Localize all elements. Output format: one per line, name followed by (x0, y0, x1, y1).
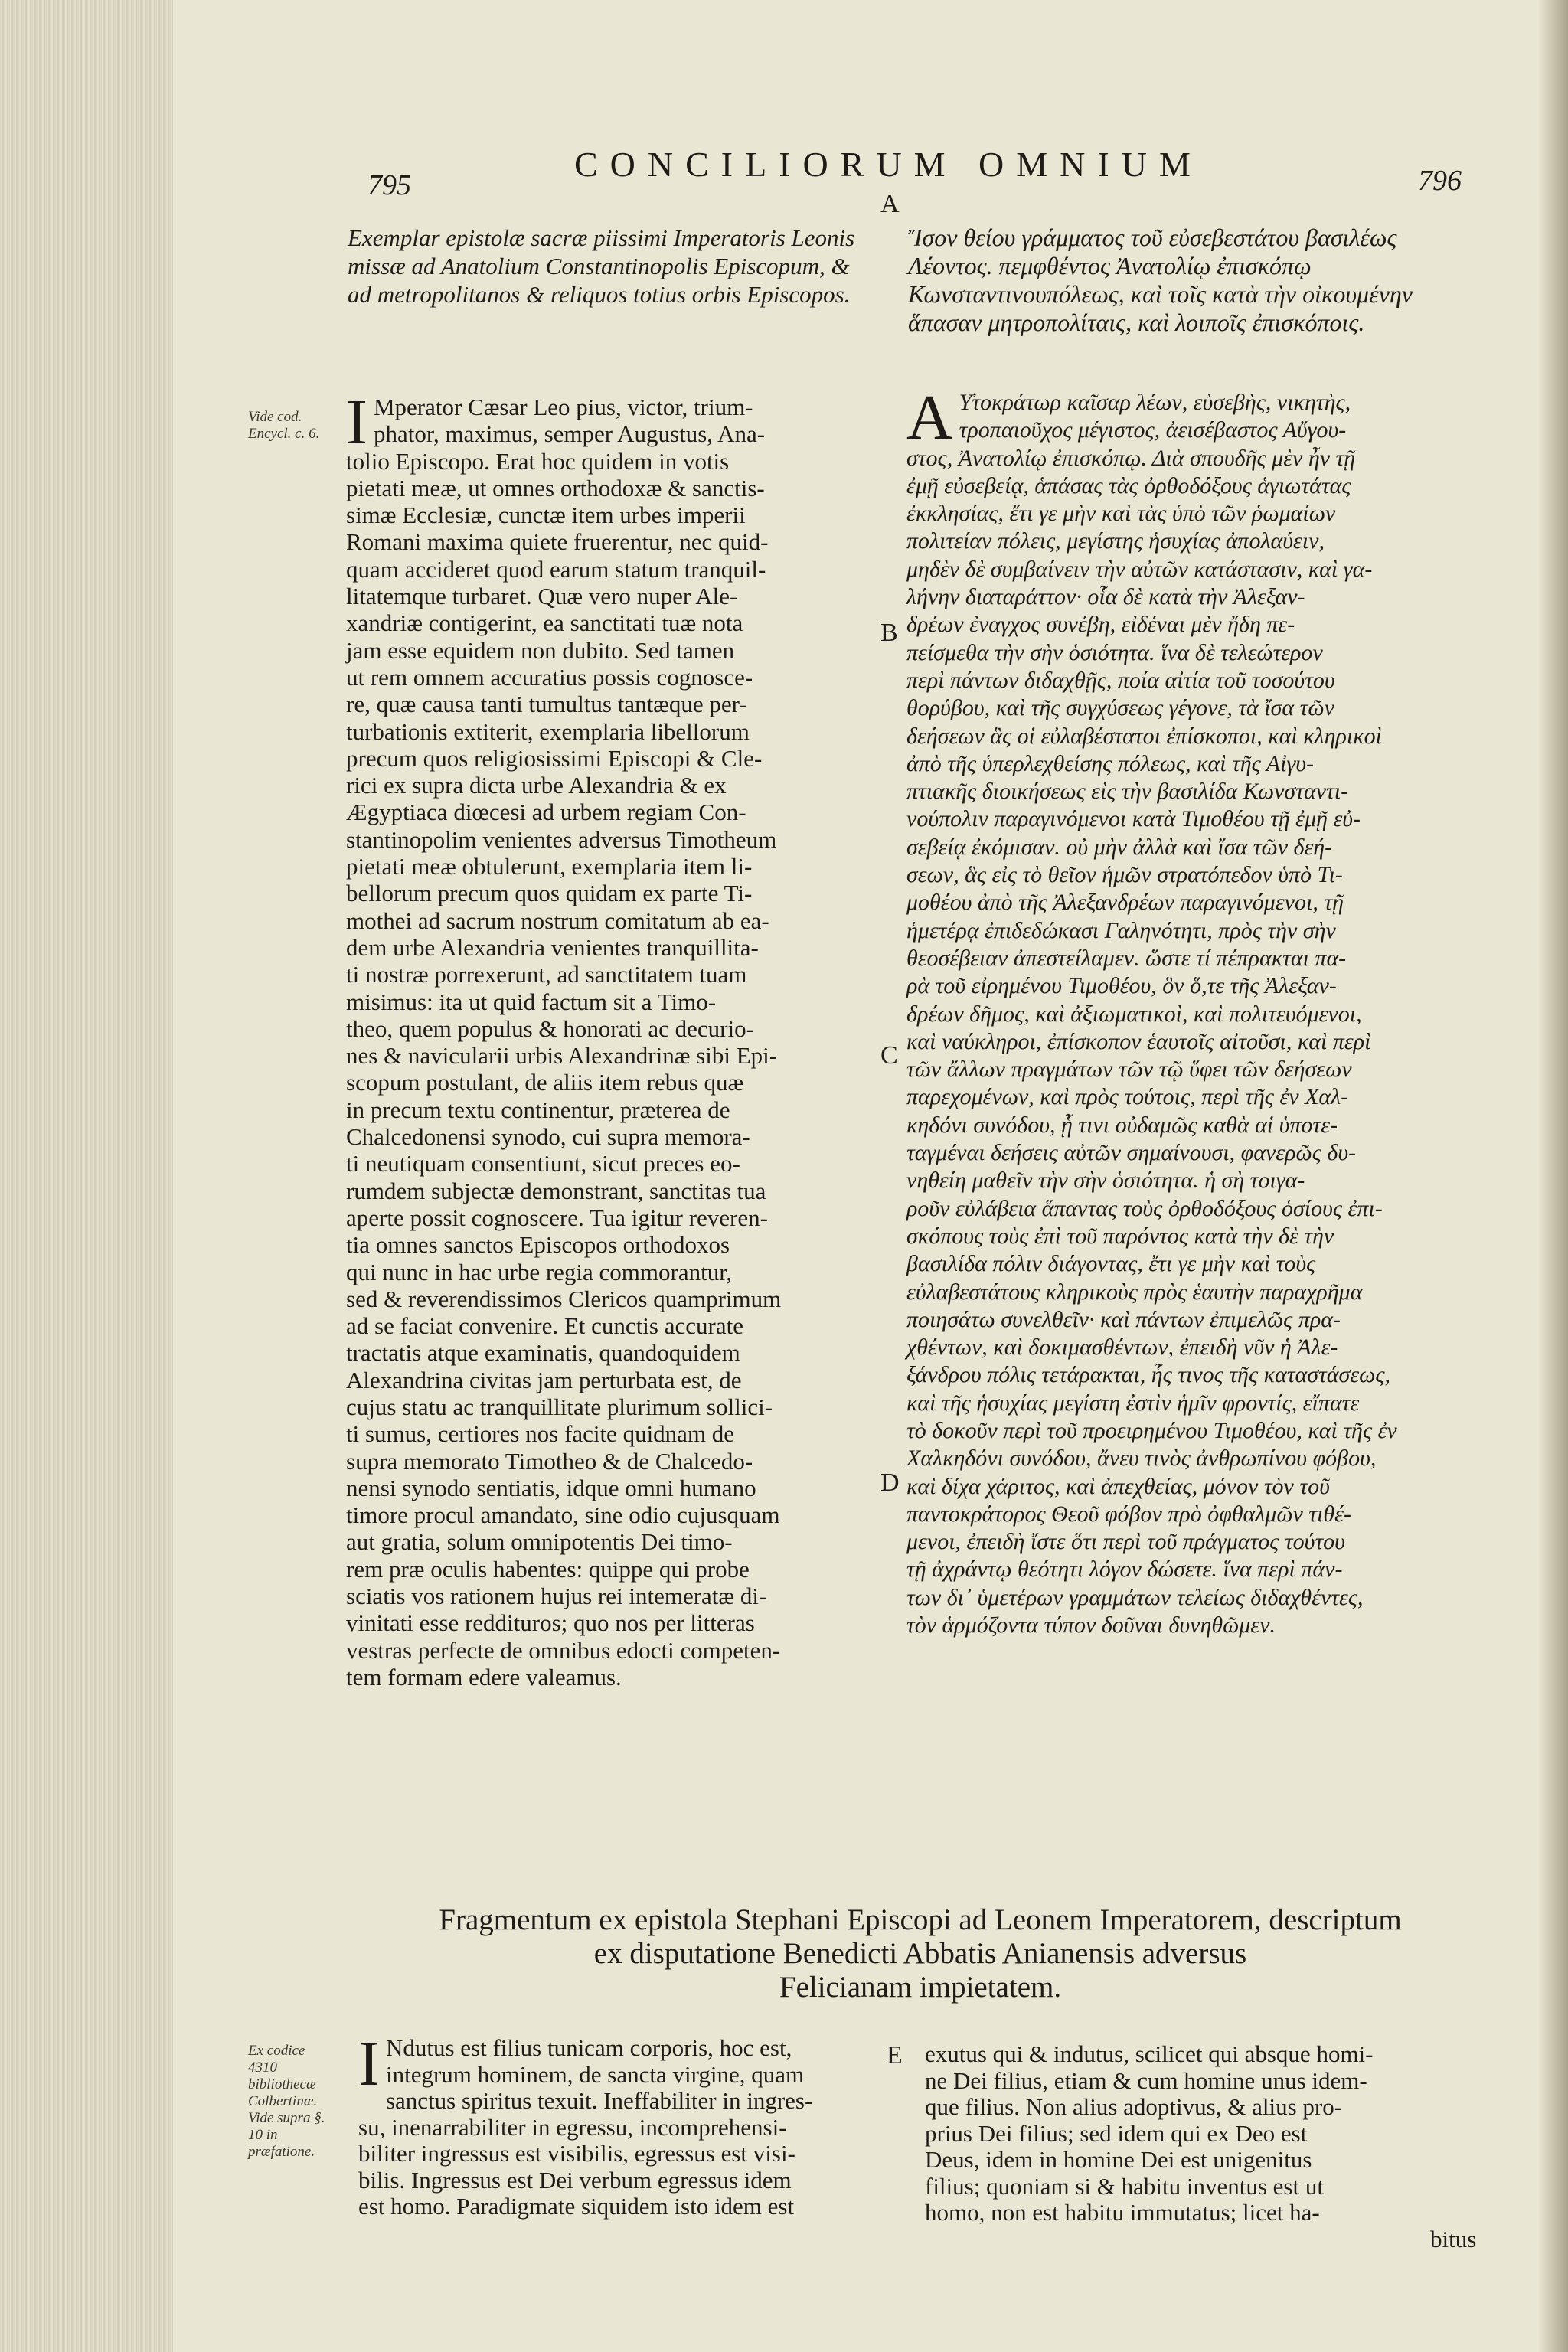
fragment-line: est homo. Paradigmate siquidem isto idem est (358, 2193, 795, 2220)
fragment-title-line: Fragmentum ex epistola Stephani Episcopi ad Leonem Imperatorem, descriptum (439, 1903, 1402, 1936)
greek-line: στος, Ἀνατολίῳ ἐπισκόπῳ. Διὰ σπουδῆς μὲν ἦν τῇ (906, 445, 1356, 471)
greek-line: Χαλκηδόνι συνόδου, ἄνευ τινὸς ἀνθρωπίνου φόβου, (906, 1446, 1377, 1472)
fragment-title-line: Felicianam impietatem. (779, 1971, 1062, 2004)
latin-line: in precum textu continentur, præterea de (346, 1096, 730, 1123)
drop-cap-latin: I (346, 387, 368, 458)
fragment-line: biliter ingressus est visibilis, egressus est visi- (358, 2140, 795, 2167)
section-letter-a: A (880, 190, 900, 218)
latin-line: tractatis atque examinatis, quandoquidem (346, 1339, 740, 1367)
latin-line: aut gratia, solum omnipotentis Dei timo- (346, 1528, 733, 1556)
latin-line: dem urbe Alexandria venientes tranquillita- (346, 933, 759, 961)
latin-line: misimus: ita ut quid factum sit a Timo- (346, 988, 717, 1015)
section-letter-c: C (880, 1041, 898, 1070)
latin-line: sciatis vos rationem hujus rei intemeratæ di- (346, 1583, 767, 1610)
latin-line: xandriæ contigerint, ea sanctitati tuæ nota (346, 609, 743, 637)
greek-line: χθέντων, καὶ δοκιμασθέντων, ἐπειδὴ νῦν ἡ Ἀλε- (906, 1334, 1338, 1361)
latin-line: precum quos religiosissimi Episcopi & Cle- (346, 744, 763, 772)
latin-line: Alexandrina civitas jam perturbata est, de (346, 1366, 742, 1393)
greek-line: ρὰ τοῦ εἰρημένου Τιμοθέου, ὃν ὅ,τε τῆς Ἀλεξαν- (906, 973, 1337, 999)
latin-column (346, 387, 884, 1690)
latin-line: Mperator Cæsar Leo pius, victor, trium- (373, 394, 753, 420)
latin-heading: Exemplar epistolæ sacræ piissimi Imperatoris Leonis missæ ad Anatolium Constantinopolis Episcopum, & ad metropolitanos & reliquos totius orbis Episcopos. (348, 224, 855, 308)
greek-line: ταγμέναι δεήσεις αὐτῶν σημαίνουσι, φανερῶς δυ- (906, 1140, 1357, 1166)
latin-line: phator, maximus, semper Augustus, Ana- (373, 420, 766, 448)
fragment-left-column (358, 2028, 887, 2220)
fragment-line: homo, non est habitu immutatus; licet ha- (925, 2199, 1320, 2226)
greek-line: πείσμεθα τὴν σὴν ὁσιότητα. ἵνα δὲ τελεώτερον (906, 639, 1323, 665)
latin-line: pietati meæ, ut omnes orthodoxæ & sanctis- (346, 474, 765, 501)
latin-line: vinitati esse reddituros; quo nos per litteras (346, 1609, 755, 1637)
latin-line: mothei ad sacrum nostrum comitatum ab ea- (346, 906, 769, 934)
latin-line: Chalcedonensi synodo, cui supra memora- (346, 1123, 750, 1151)
greek-line: εὐλαβεστάτους κληρικοὺς πρὸς ἑαυτὴν παραχρῆμα (906, 1279, 1363, 1305)
greek-line: μενοι, ἐπειδὴ ἴστε ὅτι περὶ τοῦ πράγματος τούτου (906, 1529, 1345, 1555)
fragment-title-line: ex disputatione Benedicti Abbatis Anianensis adversus (593, 1937, 1247, 1970)
page-number-right: 796 (1418, 165, 1462, 197)
fragment-line: Ndutus est filius tunicam corporis, hoc est, (385, 2034, 792, 2061)
fragment-line: que filius. Non alius adoptivus, & alius pro- (925, 2093, 1343, 2120)
greek-line: βασιλίδα πόλιν διάγοντας, ἔτι γε μὴν καὶ τοὺς (906, 1251, 1316, 1277)
latin-line: tem formam edere valeamus. (346, 1663, 622, 1690)
greek-line: ἐμῇ εὐσεβείᾳ, ἁπάσας τὰς ὀρθοδόξους ἁγιωτάτας (906, 472, 1351, 498)
greek-line: θεοσέβειαν ἀπεστείλαμεν. ὥστε τί πέπρακται πα- (906, 945, 1347, 971)
latin-line: ad se faciat convenire. Et cunctis accurate (346, 1312, 743, 1340)
greek-heading: Ἴσον θείου γράμματος τοῦ εὐσεβεστάτου βασιλέως Λέοντος. πεμφθέντος Ἀνατολίῳ ἐπισκόπῳ Κωνσταντινουπόλεως, καὶ τοῖς κατὰ τὴν οἰκουμένην ἅπασαν μητροπολίταις, καὶ λοιποῖς ἐπισκόποις. (908, 224, 1413, 336)
latin-line: scopum postulant, de aliis item rebus quæ (346, 1069, 744, 1096)
latin-line: ti sumus, certiores nos facite quidnam de (346, 1420, 735, 1448)
fragment-line: sanctus spiritus texuit. Ineffabiliter in ingres- (385, 2087, 813, 2114)
greek-line: τὸ δοκοῦν περὶ τοῦ προειρημένου Τιμοθέου, καὶ τῆς ἐν (906, 1417, 1397, 1443)
latin-line: litatemque turbaret. Quæ vero nuper Ale- (346, 583, 738, 610)
greek-line: ποιησάτω συνελθεῖν· καὶ πάντων ἐπιμελῶς πρα- (906, 1306, 1341, 1332)
greek-line: των δι᾽ ὑμετέρων γραμμάτων τελείως διδαχθέντες, (906, 1584, 1364, 1610)
greek-column (906, 382, 1473, 1639)
latin-line: supra memorato Timotheo & de Chalcedo- (346, 1447, 753, 1475)
latin-line: rici ex supra dicta urbe Alexandria & ex (346, 772, 727, 799)
latin-line: nensi synodo sentiatis, idque omni humano (346, 1474, 756, 1501)
latin-line: stantinopolim venientes adversus Timotheum (346, 825, 777, 853)
page-edge-right (1539, 0, 1568, 2352)
latin-line: qui nunc in hac urbe regia commorantur, (346, 1258, 733, 1285)
margin-note-bottom: Ex codice 4310 bibliothecæ Colbertinæ. Vide supra §. 10 in præfatione. (248, 2043, 325, 2160)
latin-line: sed & reverendissimos Clericos quamprimum (346, 1285, 782, 1312)
page-number-left: 795 (368, 169, 411, 201)
latin-line: nes & navicularii urbis Alexandrinæ sibi Epi- (346, 1042, 778, 1070)
greek-line: κηδόνι συνόδου, ᾗ τινι οὐδαμῶς καθὰ αἱ ὑποτε- (906, 1112, 1338, 1138)
greek-line: νούπολιν παραγινόμενοι κατὰ Τιμοθέου τῇ ἐμῇ εὐ- (906, 806, 1361, 832)
greek-line: ροῦν εὐλάβεια ἅπαντας τοὺς ὀρθοδόξους ὁσίους ἐπι- (906, 1195, 1383, 1221)
latin-line: simæ Ecclesiæ, cunctæ item urbes imperii (346, 501, 746, 529)
greek-line: καὶ δίχα χάριτος, καὶ ἀπεχθείας, μόνον τὸν τοῦ (906, 1473, 1330, 1499)
section-letter-e: E (887, 2041, 903, 2069)
latin-line: cujus statu ac tranquillitate plurimum sollici- (346, 1393, 773, 1420)
greek-line: παρεχομένων, καὶ πρὸς τούτοις, περὶ τῆς ἐν Χαλ- (906, 1084, 1349, 1110)
greek-line: μοθέου ἀπὸ τῆς Ἀλεξανδρέων παραγινόμενοι, τῇ (906, 890, 1344, 916)
greek-line: δρέων δῆμος, καὶ ἀξιωματικοὶ, καὶ πολιτευόμενοι, (906, 1001, 1362, 1027)
latin-line: jam esse equidem non dubito. Sed tamen (346, 636, 735, 664)
fragment-line: integrum hominem, de sancta virgine, quam (385, 2060, 805, 2088)
fragment-line: filius; quoniam si & habitu inventus est ut (925, 2172, 1324, 2200)
latin-line: rem præ oculis habentes: quippe qui probe (346, 1555, 750, 1583)
latin-line: ti neutiquam consentiunt, sicut preces eo- (346, 1150, 740, 1178)
greek-line: ἀπὸ τῆς ὑπερλεχθείσης πόλεως, καὶ τῆς Αἰγυ- (906, 750, 1315, 776)
greek-line: καὶ ναύκληροι, ἐπίσκοπον ἑαυτοῖς αἰτοῦσι, καὶ περὶ (906, 1028, 1371, 1054)
fragment-line: ne Dei filius, etiam & cum homine unus idem- (925, 2066, 1367, 2094)
latin-line: timore procul amandato, sine odio cujusquam (346, 1501, 780, 1529)
greek-line: δρέων ἐναγχος συνέβη, εἰδέναι μὲν ἤδη πε- (906, 612, 1295, 638)
fragment-right-column (925, 2041, 1476, 2252)
latin-line: ti nostræ porrexerunt, ad sanctitatem tuam (346, 961, 747, 988)
page-title: CONCILIORUM OMNIUM (574, 145, 1203, 184)
greek-line: σεβείᾳ ἐκόμισαν. οὐ μὴν ἀλλὰ καὶ ἴσα τῶν δεή- (906, 834, 1333, 860)
greek-line: πτιακῆς διοικήσεως εἰς τὴν βασιλίδα Κωνσταντι- (906, 779, 1349, 805)
greek-line: τῶν ἄλλων πραγμάτων τῶν τῷ ὕφει τῶν δεήσεων (906, 1057, 1352, 1083)
greek-line: ξάνδρου πόλις τετάρακται, ἧς τινος τῆς καταστάσεως, (906, 1362, 1390, 1388)
greek-line: τῇ ἀχράντῳ θεότητι λόγον δώσετε. ἵνα περὶ πάν- (906, 1557, 1343, 1583)
latin-line: tolio Episcopo. Erat hoc quidem in votis (346, 447, 730, 475)
greek-line: πολιτείαν πόλεις, μεγίστης ἡσυχίας ἀπολαύειν, (906, 528, 1325, 554)
drop-cap-fragment: I (358, 2028, 380, 2099)
latin-line: theo, quem populus & honorati ac decurio- (346, 1014, 754, 1042)
latin-line: bellorum precum quos quidam ex parte Ti- (346, 880, 753, 907)
fragment-line: su, inenarrabiliter in egressu, incomprehensi- (358, 2113, 787, 2141)
fragment-line: bilis. Ingressus est Dei verbum egressus idem (358, 2166, 792, 2194)
fragment-line: Deus, idem in homine Dei est unigenitus (925, 2146, 1312, 2173)
section-letter-b: B (880, 619, 898, 647)
fragment-line: prius Dei filius; sed idem qui ex Deo est (925, 2119, 1308, 2147)
book-page (173, 0, 1539, 2352)
latin-line: Romani maxima quiete fruerentur, nec quid- (346, 528, 769, 556)
greek-line: τὸν ἁρμόζοντα τύπον δοῦναι δυνηθῶμεν. (906, 1612, 1276, 1638)
margin-note-top: Vide cod. Encycl. c. 6. (248, 409, 320, 442)
greek-line: μηδὲν δὲ συμβαίνειν τὴν αὐτῶν κατάστασιν, καὶ γα- (906, 556, 1373, 582)
greek-line: θορύβου, καὶ τῆς συγχύσεως γέγονε, τὰ ἴσα τῶν (906, 695, 1334, 721)
greek-line: λήνην διαταράττον· οἷα δὲ κατὰ τὴν Ἀλεξαν- (906, 584, 1305, 610)
fragment-line: exutus qui & indutus, scilicet qui absque homi- (925, 2040, 1374, 2067)
fragment-title (346, 1903, 1494, 2004)
greek-line: δεήσεων ἃς οἱ εὐλαβέστατοι ἐπίσκοποι, καὶ κληρικοὶ (906, 723, 1382, 749)
greek-line: παντοκράτορος Θεοῦ φόβον πρὸ ὀφθαλμῶν τιθέ- (906, 1501, 1351, 1527)
latin-line: Ægyptiaca diœcesi ad urbem regiam Con- (346, 799, 746, 826)
greek-line: καὶ τῆς ἡσυχίας μεγίστη ἐστὶν ἡμῖν φροντίς, εἴπατε (906, 1390, 1360, 1416)
greek-line: ἡμετέρᾳ ἐπιδεδώκασι Γαληνότητι, πρὸς τὴν σὴν (906, 917, 1336, 943)
latin-line: pietati meæ obtulerunt, exemplaria item li- (346, 853, 753, 880)
greek-line: Υ̓τοκράτωρ καῖσαρ λέων, εὐσεβὴς, νικητὴς, (959, 390, 1351, 415)
drop-cap-greek: Α (906, 382, 953, 453)
greek-line: περὶ πάντων διδαχθῇς, ποία αἰτία τοῦ τοσούτου (906, 667, 1335, 693)
latin-line: re, quæ causa tanti tumultus tantæque per- (346, 691, 747, 718)
latin-line: quam accideret quod earum statum tranquil- (346, 555, 766, 583)
latin-line: rumdem subjectæ demonstrant, sanctitas tua (346, 1177, 766, 1204)
latin-line: tia omnes sanctos Episcopos orthodoxos (346, 1231, 730, 1259)
latin-line: ut rem omnem accuratius possis cognosce- (346, 663, 753, 691)
greek-line: τροπαιοῦχος μέγιστος, ἀεισέβαστος Αὔγου- (959, 417, 1347, 443)
greek-line: σκόπους τοὺς ἐπὶ τοῦ παρόντος κατὰ τὴν δὲ τὴν (906, 1223, 1334, 1249)
greek-line: σεων, ἃς εἰς τὸ θεῖον ἡμῶν στρατόπεδον ὑπὸ Τι- (906, 862, 1343, 888)
fragment-catchword: bitus (1430, 2225, 1477, 2252)
latin-line: aperte possit cognoscere. Tua igitur reveren- (346, 1204, 768, 1231)
section-letter-d: D (880, 1468, 900, 1497)
page-edge-left (0, 0, 173, 2352)
greek-line: νηθείη μαθεῖν τὴν σὴν ὁσιότητα. ἡ σὴ τοιγα- (906, 1168, 1305, 1194)
greek-line: ἐκκλησίας, ἔτι γε μὴν καὶ τὰς ὑπὸ τῶν ῥωμαίων (906, 501, 1336, 527)
latin-line: vestras perfecte de omnibus edocti competen- (346, 1636, 781, 1664)
latin-line: turbationis extiterit, exemplaria libellorum (346, 717, 750, 745)
